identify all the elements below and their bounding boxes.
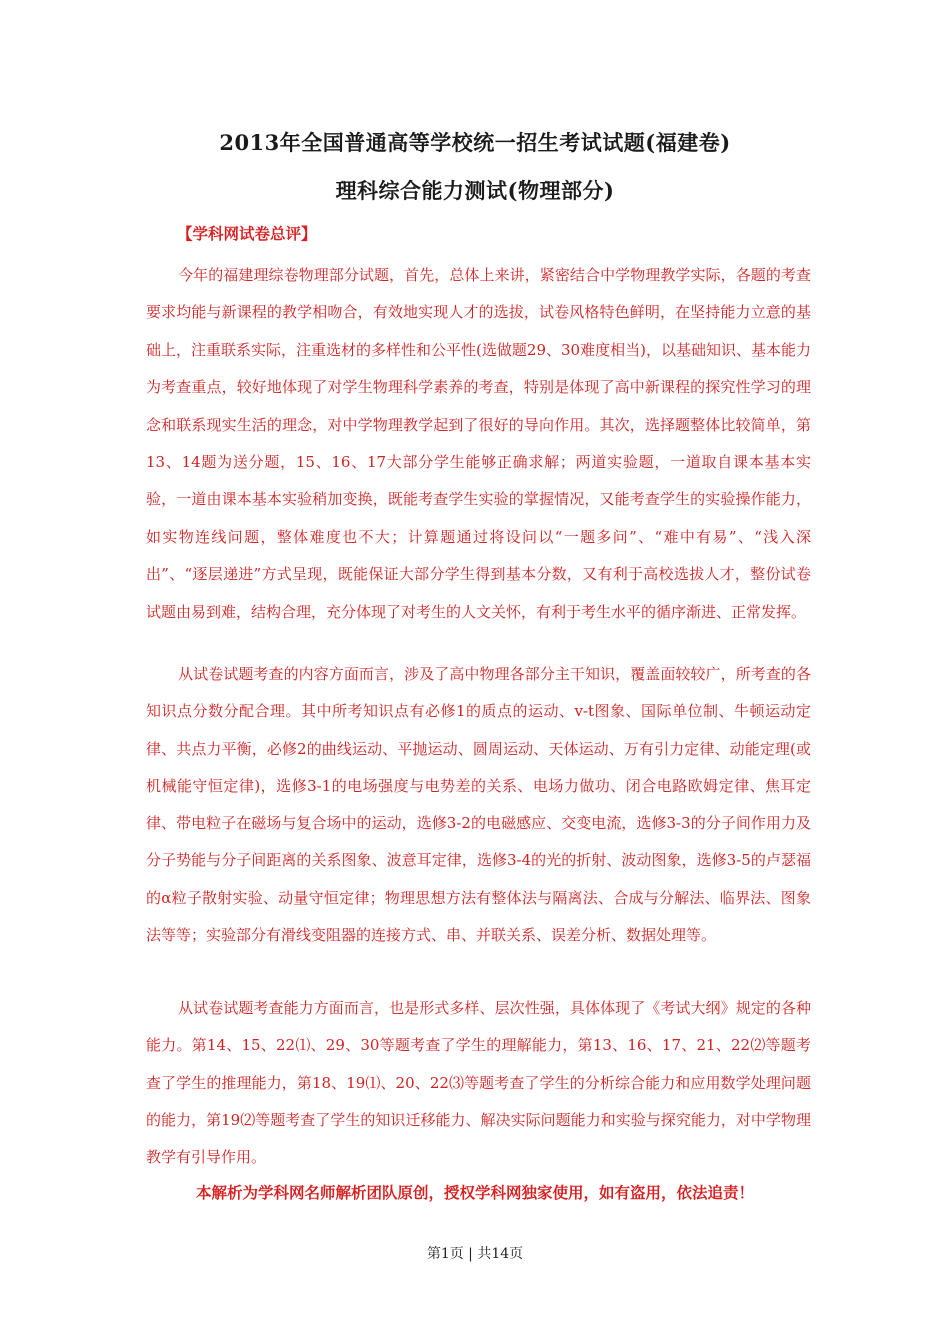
paragraph-1-text: 今年的福建理综卷物理部分试题，首先，总体上来讲，紧密结合中学物理教学实际，各题的考查要求均能与新课程的教学相吻合，有效地实现人才的选拔，试卷风格特色鲜明，在坚持能力立意的基础上，注重联系实际，注重选材的多样性和公平性(选做题29、30难度相当)，以基础知识、基本能力为考查重点，较好地体现了对学生物理科学素养的考查，特别是体现了高中新课程的探究性学习的理念和联系现实生活的理念，对中学物理教学起到了很好的导向作用。其次，选择题整体比较简单，第13、14题为送分题，15、16、17大部分学生能够正确求解；两道实验题，一道取自课本基本实验，一道由课本基本实验稍加变换，既能考查学生实验的掌握情况，又能考查学生的实验操作能力，如实物连线问题，整体难度也不大；计算题通过将设问以“一题多问”、“难中有易”、“浅入深出”、“逐层递进”方式呈现，既能保证大部分学生得到基本分数，又有利于高校选拔人才，整份试卷试题由易到难，结构合理，充分体现了对考生的人文关怀，有利于考生水平的循序渐进、正常发挥。	[146, 266, 811, 621]
review-paragraph-3	[146, 990, 811, 1176]
review-paragraph-2	[146, 656, 811, 954]
copyright-note: 本解析为学科网名师解析团队原创，授权学科网独家使用，如有盗用，依法追责！	[195, 1183, 754, 1202]
page-indicator: 第1页 | 共14页	[426, 1246, 524, 1262]
exam-subtitle: 理科综合能力测试(物理部分)	[335, 178, 615, 203]
paragraph-2-text: 从试卷试题考查的内容方面而言，涉及了高中物理各部分主干知识，覆盖面较较广，所考查的各知识点分数分配合理。其中所考知识点有必修1的质点的运动、v-t图象、国际单位制、牛顿运动定律、共点力平衡，必修2的曲线运动、平抛运动、圆周运动、天体运动、万有引力定律、动能定理(或机械能守恒定律)，选修3-1的电场强度与电势差的关系、电场力做功、闭合电路欧姆定律、焦耳定律、带电粒子在磁场与复合场中的运动，选修3-2的电磁感应、交变电流，选修3-3的分子间作用力及分子势能与分子间距离的关系图象、波意耳定律，选修3-4的光的折射、波动图象，选修3-5的卢瑟福的α粒子散射实验、动量守恒定律；物理思想方法有整体法与隔离法、合成与分解法、临界法、图象法等等；实验部分有滑线变阻器的连接方式、串、并联关系、误差分析、数据处理等。	[146, 665, 811, 945]
review-heading: 【学科网试卷总评】	[177, 224, 317, 243]
exam-title: 2013年全国普通高等学校统一招生考试试题(福建卷)	[219, 130, 731, 155]
paragraph-3-text: 从试卷试题考查能力方面而言，也是形式多样、层次性强，具体体现了《考试大纲》规定的各种能力。第14、15、22⑴、29、30等题考查了学生的理解能力，第13、16、17、21、22⑵等题考查了学生的推理能力，第18、19⑴、20、22⑶等题考查了学生的分析综合能力和应用数学处理问题的能力，第19⑵等题考查了学生的知识迁移能力、解决实际问题能力和实验与探究能力，对中学物理教学有引导作用。	[146, 999, 811, 1167]
review-paragraph-1	[146, 257, 811, 631]
